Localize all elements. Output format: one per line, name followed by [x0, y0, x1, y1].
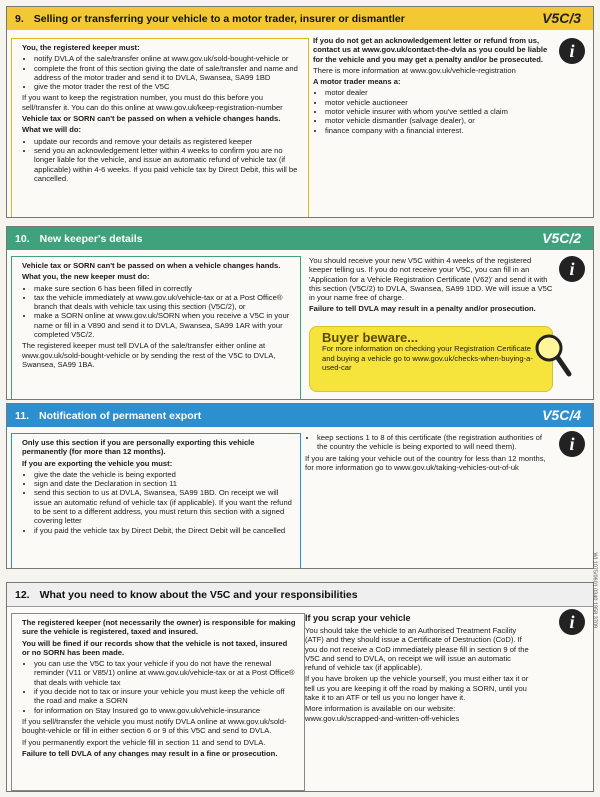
- section-title: Notification of permanent export: [39, 409, 202, 422]
- right-column: [309, 256, 553, 316]
- section-number: 10.: [15, 232, 30, 245]
- right-column: [305, 433, 549, 474]
- export-right-list: [305, 433, 549, 452]
- section-11-header: [7, 404, 593, 427]
- left-column: [11, 38, 309, 218]
- section-10-body: [7, 250, 593, 398]
- info-icon: i: [559, 431, 585, 457]
- only-use-text: Only use this section if you are personally exporting this vehicle permanently (for more than 12 months).: [22, 438, 255, 457]
- responsibility-list: [22, 659, 296, 715]
- receive-v5c-text: You should receive your new V5C within 4 weeks of the registered keeper telling us. If you do not receive your V5C, you can fill in an 'Application for a Vehicle Registration Certificate (V62)' and send it with this section (V5C/2) to DVLA, Swansea, SA99 1DD. We will issue a V5C in your name free of charge.: [309, 256, 553, 303]
- scrap-text-2: If you have broken up the vehicle yourself, you must either tax it or tell us you are keeping it off the road by making a SORN, until you take it to an ATF or tell us you no longer have it.: [305, 674, 529, 703]
- less-than-12-months-text: If you are taking your vehicle out of the country for less than 12 months, for more information go to www.gov.uk/taking-vehicles-out-of-uk: [305, 453, 546, 472]
- list-item: • make a SORN online at www.gov.uk/SORN when you receive a V5C in your name or fill in a V890 and send it to DVLA, Swansea, SA99 1AR with your completed V5C/2.: [34, 311, 292, 339]
- list-item: • if you paid the vehicle tax by Direct Debit, the Direct Debit will be cancelled: [34, 526, 292, 535]
- section-number: 12.: [15, 588, 30, 601]
- scrap-text-3: More information is available on our website: www.gov.uk/scrapped-and-written-off-vehicles: [305, 704, 460, 723]
- buyer-beware-text: For more information on checking your Registration Certificate and buying a vehicle go to www.gov.uk/checks-when-buying-a-used-car: [322, 344, 533, 372]
- section-12-body: [7, 607, 593, 791]
- new-keeper-heading: What you, the new keeper must do:: [22, 272, 150, 282]
- section-9: [6, 6, 594, 218]
- section-9-body: [7, 30, 593, 215]
- section-9-header: [7, 7, 593, 30]
- list-item: • you can use the V5C to tax your vehicle if you do not have the renewal reminder (V11 or V85/1) online at www.gov.uk/vehicle-tax or at a Post Office® that deals with vehicle tax: [34, 659, 296, 687]
- responsibility-text: The registered keeper (not necessarily the owner) is responsible for making sure the vehicle is registered, taxed and insured.: [22, 618, 296, 637]
- buyer-beware-box: [309, 326, 553, 392]
- list-item: • notify DVLA of the sale/transfer online at www.gov.uk/sold-bought-vehicle or: [34, 54, 300, 63]
- more-info-text: There is more information at www.gov.uk/vehicle-registration: [313, 65, 516, 75]
- list-item: • send this section to us at DVLA, Swansea, SA99 1BD. On receipt we will issue an automatic refund of vehicle tax (if applicable). If you want the refund to be sent to a different address, you must return this section with a signed covering letter: [34, 488, 292, 525]
- form-code: WI 1075/0601 0340 1958 3709: [592, 552, 598, 628]
- section-title: What you need to know about the V5C and your responsibilities: [39, 588, 358, 601]
- no-ack-text: If you do not get an acknowledgement letter or refund from us, contact us at www.gov.uk/contact-the-dvla as you could be liable for the vehicle and you may get a penalty and/or be prosecuted.: [313, 36, 548, 64]
- buyer-beware-title: Buyer beware...: [322, 330, 419, 345]
- section-code: V5C/2: [542, 230, 581, 246]
- info-icon: i: [559, 256, 585, 282]
- left-column: [11, 433, 301, 569]
- keeper-must-list: [22, 54, 300, 91]
- magnifier-icon: [533, 332, 573, 378]
- list-item: • for information on Stay Insured go to www.gov.uk/vehicle-insurance: [34, 706, 296, 715]
- section-12: [6, 582, 594, 792]
- list-item: • give the date the vehicle is being exported: [34, 470, 292, 479]
- list-item: • update our records and remove your details as registered keeper: [34, 137, 300, 146]
- list-item: • finance company with a financial interest.: [325, 126, 551, 135]
- list-item: • if you decide not to tax or insure your vehicle you must keep the vehicle off the road and make a SORN: [34, 687, 296, 706]
- we-do-list: [22, 137, 300, 183]
- tax-sorn-warning: Vehicle tax or SORN can't be passed on when a vehicle changes hands.: [22, 261, 281, 270]
- list-item: • motor vehicle dismantler (salvage dealer), or: [325, 116, 551, 125]
- list-item: • sign and date the Declaration in section 11: [34, 479, 292, 488]
- scrap-text-1: You should take the vehicle to an Authorised Treatment Facility (ATF) and they should issue a Certificate of Destruction (CoD). If you do not receive a CoD immediately please fill in section 9 of the V5C and send to DVLA, on receipt we will issue an automatic refund of vehicle tax (if applicable).: [305, 626, 529, 673]
- tax-sorn-warning: Vehicle tax or SORN can't be passed on when a vehicle changes hands.: [22, 114, 281, 124]
- scrap-heading: If you scrap your vehicle: [305, 613, 411, 623]
- section-number: 9.: [15, 12, 24, 25]
- export-must-list: [22, 470, 292, 535]
- keeper-tell-text: The registered keeper must tell DVLA of the sale/transfer either online at www.gov.uk/sold-bought-vehicle or by sending the rest of the V5C to DVLA, Swansea, SA99 1BA.: [22, 341, 276, 369]
- export-text: If you permanently export the vehicle fill in section 11 and send to DVLA.: [22, 737, 266, 747]
- section-title: New keeper's details: [39, 232, 143, 245]
- keep-registration-text: If you want to keep the registration number, you must do this before you sell/transfer it. You can do this online at www.gov.uk/keep-registration-number: [22, 93, 283, 112]
- fined-text: You will be fined if our records show that the vehicle is not taxed, insured or no SORN has been made.: [22, 638, 288, 657]
- new-keeper-list: [22, 284, 292, 340]
- list-item: • motor vehicle auctioneer: [325, 98, 551, 107]
- info-icon: i: [559, 38, 585, 64]
- list-item: • make sure section 6 has been filled in correctly: [34, 284, 292, 293]
- failure-text: Failure to tell DVLA of any changes may result in a fine or prosecution.: [22, 748, 278, 758]
- left-column: [11, 613, 305, 791]
- section-code: V5C/4: [542, 407, 581, 423]
- left-column: [11, 256, 301, 400]
- section-12-header: [7, 583, 593, 607]
- section-11: [6, 403, 594, 569]
- section-title: Selling or transferring your vehicle to a motor trader, insurer or dismantler: [33, 12, 405, 25]
- keeper-must-heading: You, the registered keeper must:: [22, 43, 140, 52]
- right-column: [313, 36, 551, 137]
- list-item: • tax the vehicle immediately at www.gov.uk/vehicle-tax or at a Post Office® branch that deals with vehicle tax using this section (V5C/2), or: [34, 293, 292, 312]
- we-do-heading: What we will do:: [22, 125, 82, 135]
- section-code: V5C/3: [542, 10, 581, 26]
- list-item: • complete the front of this section giving the date of sale/transfer and name and address of the motor trader and send it to DVLA, Swansea, SA99 1BD: [34, 64, 300, 83]
- list-item: • motor vehicle insurer with whom you've settled a claim: [325, 107, 551, 116]
- export-must-heading: If you are exporting the vehicle you must:: [22, 458, 173, 468]
- section-10-header: [7, 227, 593, 250]
- list-item: • motor dealer: [325, 88, 551, 97]
- failure-text: Failure to tell DVLA may result in a penalty and/or prosecution.: [309, 304, 536, 314]
- sold-text: If you sell/transfer the vehicle you must notify DVLA online at www.gov.uk/sold-bought-vehicle or fill in either section 6 or 9 of this V5C and send to DVLA.: [22, 716, 287, 736]
- section-10: [6, 226, 594, 400]
- list-item: • give the motor trader the rest of the V5C: [34, 82, 300, 91]
- info-icon: i: [559, 609, 585, 635]
- list-item: • send you an acknowledgement letter within 4 weeks to confirm you are no longer liable for the vehicle, and issue an automatic refund of vehicle tax (if applicable) within 4-6 weeks. If you paid vehicle tax by Direct Debit, this will be cancelled.: [34, 146, 300, 183]
- trader-list: [313, 88, 551, 134]
- trader-heading: A motor trader means a:: [313, 77, 401, 87]
- right-column: [305, 613, 531, 725]
- list-item: • keep sections 1 to 8 of this certificate (the registration authorities of the country the vehicle is being exported to will need them).: [317, 433, 549, 452]
- section-11-body: [7, 427, 593, 567]
- section-number: 11.: [15, 409, 30, 422]
